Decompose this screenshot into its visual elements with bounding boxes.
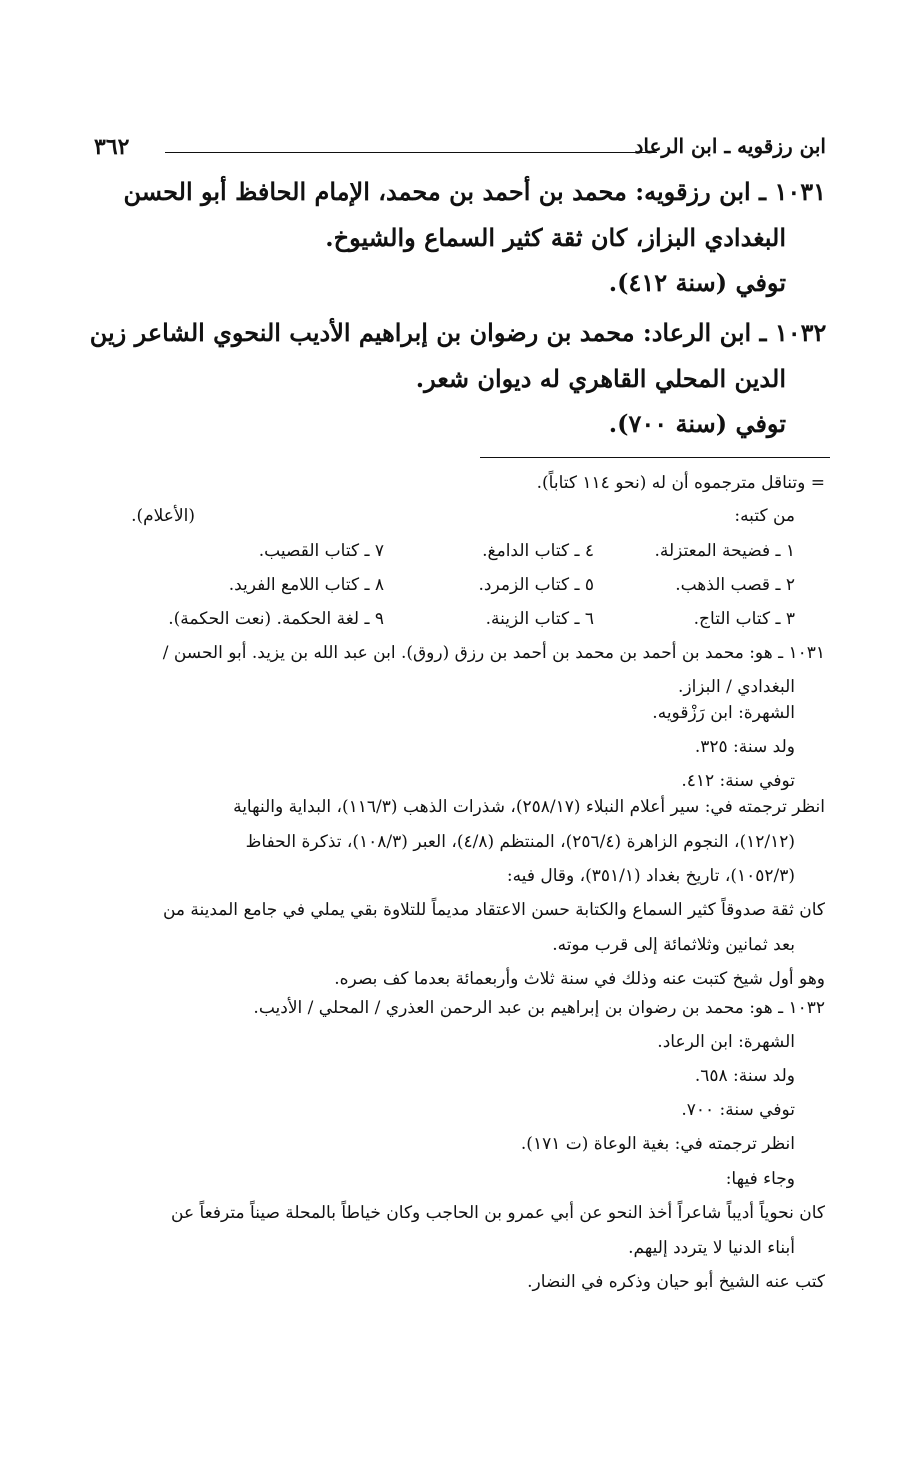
source-alam: (الأعلام). <box>131 506 195 526</box>
footnote-1032-died: توفي سنة: ٧٠٠. <box>681 1100 795 1120</box>
footnote-1032-quote1: كان نحوياً أديباً شاعراً أخذ النحو عن أبي عمرو بن الحاجب وكان خياطاً بالمحلة صيناً مترفعاً عن <box>171 1203 825 1223</box>
footnote-1032-refs: انظر ترجمته في: بغية الوعاة (ت ١٧١). <box>520 1134 795 1154</box>
book-item: ٩ ـ لغة الحكمة. (نعت الحكمة). <box>168 609 384 629</box>
footnote-1031-refs1: انظر ترجمته في: سير أعلام النبلاء (٢٥٨/١٧)، شذرات الذهب (١١٦/٣)، البداية والنهاية <box>233 797 825 817</box>
footnote-1031-died: توفي سنة: ٤١٢. <box>681 771 795 791</box>
footnote-1032-quote3: كتب عنه الشيخ أبو حيان وذكره في النضار. <box>527 1272 825 1292</box>
entry-1031-line1 <box>123 177 826 206</box>
entry-1031-heading: ١٠٣١ ـ ابن رزقويه: <box>635 177 826 206</box>
footnote-1031-fame: الشهرة: ابن رَزْقويه. <box>652 703 795 723</box>
footnote-1032-fame: الشهرة: ابن الرعاد. <box>657 1032 795 1052</box>
book-item: ٦ ـ كتاب الزينة. <box>485 609 594 629</box>
footnote-1031-refs2: (١٢/١٢)، النجوم الزاهرة (٢٥٦/٤)، المنتظم (٤/٨)، العبر (١٠٨/٣)، تذكرة الحفاظ <box>245 832 795 852</box>
entry-1031-line2: البغدادي البزاز، كان ثقة كثير السماع والشيوخ. <box>325 223 786 252</box>
footnote-1031-line1: ١٠٣١ ـ هو: محمد بن أحمد بن محمد بن أحمد بن رزق (روق). ابن عبد الله بن يزيد. أبو الحسن / <box>162 643 825 663</box>
footnote-1031-quote3: وهو أول شيخ كتبت عنه وذلك في سنة ثلاث وأربعمائة بعدما كف بصره. <box>334 969 825 989</box>
book-item: ١ ـ فضيحة المعتزلة. <box>654 541 795 561</box>
footnote-1031-born: ولد سنة: ٣٢٥. <box>694 737 795 757</box>
page-number: ٣٦٢ <box>94 134 130 160</box>
books-intro: من كتبه: <box>734 506 795 526</box>
entry-1031-death: توفي (سنة ٤١٢). <box>608 268 786 297</box>
book-item: ٥ ـ كتاب الزمرد. <box>478 575 594 595</box>
header-rule <box>165 152 657 153</box>
footnote-1032-intro: وجاء فيها: <box>725 1169 795 1189</box>
footnote-continuation: = وتناقل مترجموه أن له (نحو ١١٤ كتاباً). <box>536 473 825 493</box>
footnote-1032-line1: ١٠٣٢ ـ هو: محمد بن رضوان بن إبراهيم بن عبد الرحمن العذري / المحلي / الأديب. <box>253 998 825 1018</box>
entry-1032-line2: الدين المحلي القاهري له ديوان شعر. <box>415 364 786 393</box>
book-item: ٨ ـ كتاب اللامع الفريد. <box>228 575 384 595</box>
footnote-1031-line2: البغدادي / البزاز. <box>677 677 795 697</box>
book-item: ٣ ـ كتاب التاج. <box>693 609 795 629</box>
entry-1032-death: توفي (سنة ٧٠٠). <box>608 409 786 438</box>
footnote-1032-born: ولد سنة: ٦٥٨. <box>694 1066 795 1086</box>
entry-1032-line1 <box>89 318 826 347</box>
footnote-1031-refs3: (١٠٥٢/٣)، تاريخ بغداد (٣٥١/١)، وقال فيه: <box>506 866 795 886</box>
footnote-1032-quote2: أبناء الدنيا لا يتردد إليهم. <box>628 1238 795 1258</box>
footnote-1031-quote1: كان ثقة صدوقاً كثير السماع والكتابة حسن الاعتقاد مديماً للتلاوة بقي يملي في جامع المدينة من <box>162 900 825 920</box>
book-item: ٤ ـ كتاب الدامغ. <box>482 541 594 561</box>
running-header-title: ابن رزقويه ـ ابن الرعاد <box>634 134 826 158</box>
entry-1032-text1: محمد بن رضوان بن إبراهيم الأديب النحوي الشاعر زين <box>89 318 635 347</box>
entry-1031-text1: محمد بن أحمد بن محمد، الإمام الحافظ أبو الحسن <box>123 177 627 206</box>
footnote-separator <box>480 457 830 458</box>
footnote-1031-quote2: بعد ثمانين وثلاثمائة إلى قرب موته. <box>552 935 795 955</box>
book-item: ٧ ـ كتاب القصيب. <box>258 541 384 561</box>
entry-1032-heading: ١٠٣٢ ـ ابن الرعاد: <box>642 318 826 347</box>
book-item: ٢ ـ قصب الذهب. <box>675 575 795 595</box>
